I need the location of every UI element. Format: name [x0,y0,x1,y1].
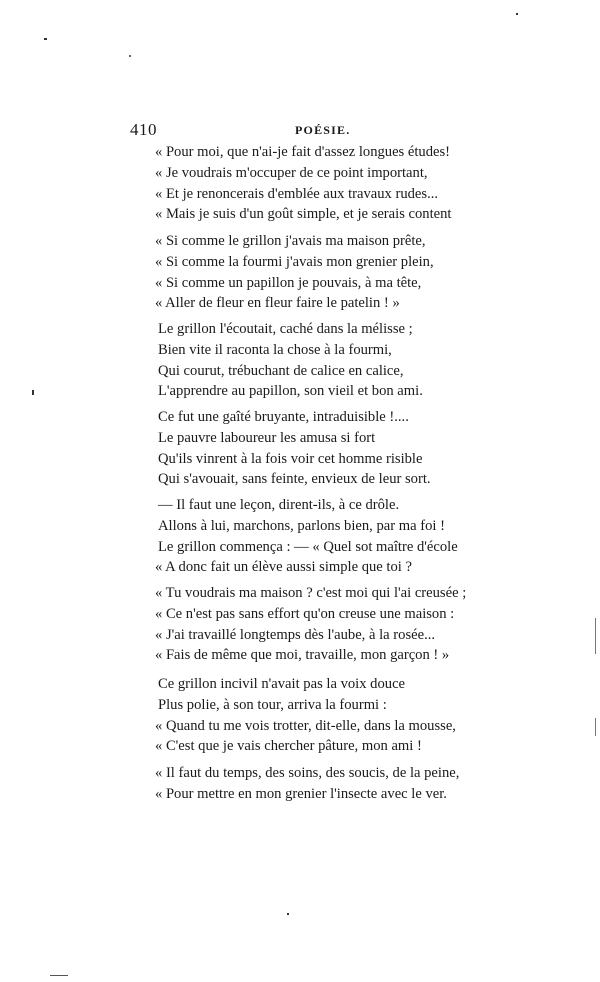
verse-line: « Ce n'est pas sans effort qu'on creuse une maison : [155,606,455,622]
verse-line: « A donc fait un élève aussi simple que toi ? [155,559,412,575]
verse-line: « Quand tu me vois trotter, dit-elle, dans la mousse, [155,718,456,734]
page-number: 410 [130,120,157,139]
verse-line: Ce fut une gaîté bruyante, intraduisible !.... [158,409,409,425]
scan-speck [516,13,518,15]
verse-line: « Je voudrais m'occuper de ce point important, [155,165,428,181]
verse-line: Qui courut, trébuchant de calice en calice, [158,363,404,379]
page-header [130,120,450,140]
verse-line: « Aller de fleur en fleur faire le patelin ! » [155,295,400,311]
verse-line: Qui s'avouait, sans feinte, envieux de leur sort. [158,471,431,487]
scan-speck [50,975,68,976]
verse-line: « Pour moi, que n'ai-je fait d'assez longues études! [155,144,451,160]
verse-line: Bien vite il raconta la chose à la fourmi, [158,342,392,358]
verse-line: Qu'ils vinrent à la fois voir cet homme risible [158,451,423,467]
scan-speck [129,55,131,57]
verse-line: « J'ai travaillé longtemps dès l'aube, à la rosée... [155,627,436,643]
verse-line: « Fais de même que moi, travaille, mon garçon ! » [155,647,450,663]
scan-speck [44,38,47,40]
verse-line: « Tu voudrais ma maison ? c'est moi qui l'ai creusée ; [155,585,467,601]
verse-line: « Pour mettre en mon grenier l'insecte avec le ver. [155,786,447,802]
scan-speck [32,390,34,395]
verse-line: — Il faut une leçon, dirent-ils, à ce drôle. [158,497,400,513]
verse-line: Plus polie, à son tour, arriva la fourmi : [158,697,387,713]
verse-line: « Si comme un papillon je pouvais, à ma tête, [155,275,422,291]
verse-line: Le grillon commença : — « Quel sot maître d'école [158,539,458,555]
scan-speck [287,913,289,915]
verse-line: « Il faut du temps, des soins, des soucis, de la peine, [155,765,460,781]
verse-line: « Si comme le grillon j'avais ma maison prête, [155,233,426,249]
verse-line: « Et je renoncerais d'emblée aux travaux rudes... [155,186,439,202]
scan-speck [595,618,596,654]
verse-line: Le pauvre laboureur les amusa si fort [158,430,376,446]
verse-line: L'apprendre au papillon, son vieil et bon ami. [158,383,423,399]
verse-line: Le grillon l'écoutait, caché dans la mélisse ; [158,321,413,337]
verse-line: Ce grillon incivil n'avait pas la voix douce [158,676,406,692]
verse-line: Allons à lui, marchons, parlons bien, par ma foi ! [158,518,445,534]
running-head: POÉSIE. [295,123,351,137]
verse-line: « C'est que je vais chercher pâture, mon ami ! [155,738,422,754]
verse-line: « Si comme la fourmi j'avais mon grenier plein, [155,254,434,270]
verse-line: « Mais je suis d'un goût simple, et je serais content [155,206,452,222]
scan-speck [595,718,596,736]
